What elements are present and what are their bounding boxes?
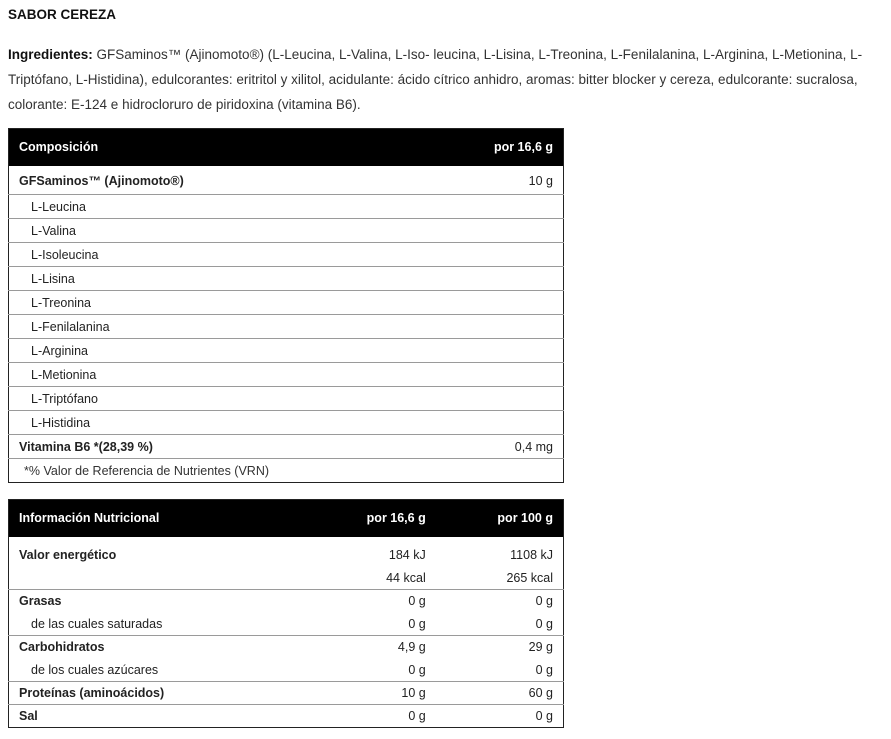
salt-row	[9, 705, 564, 728]
amino-acid-label: L-Histidina	[9, 411, 438, 435]
vrn-note: *% Valor de Referencia de Nutrientes (VRN)	[24, 463, 270, 478]
amino-acid-row	[9, 291, 564, 315]
energy-kcal-100: 265 kcal	[436, 567, 564, 590]
amino-acid-row	[9, 267, 564, 291]
vitamin-b6-row	[9, 435, 564, 459]
saturated-100: 0 g	[436, 613, 564, 636]
fat-100: 0 g	[535, 594, 553, 609]
vitamin-b6-value: 0,4 mg	[438, 435, 564, 459]
nutrition-header-per-serving: por 16,6 g	[366, 511, 426, 526]
saturated-row	[9, 613, 564, 636]
amino-acid-label: L-Fenilalanina	[9, 315, 438, 339]
amino-acid-row	[9, 243, 564, 267]
amino-acid-label: L-Isoleucina	[9, 243, 438, 267]
amino-acid-label: L-Valina	[9, 219, 438, 243]
carbs-row	[9, 636, 564, 659]
nutrition-header-label: Información Nutricional	[19, 511, 160, 526]
energy-label: Valor energético	[19, 547, 117, 562]
ingredients-text: GFSaminos™ (Ajinomoto®) (L-Leucina, L-Valina, L-Iso- leucina, L-Lisina, L-Treonina, L-Fenilalanina, L-Arginina, L-Metionina, L-Triptófano, L-Histidina), edulcorantes: eritritol y xilitol, acidulante: ácido cítrico anhidro, aromas: bitter blocker y cereza, edulcorante: sucralosa, colorante: E-124 e hidrocloruro de piridoxina (vitamina B6).	[8, 47, 863, 112]
protein-label: Proteínas (aminoácidos)	[9, 682, 308, 705]
protein-100: 60 g	[436, 682, 564, 705]
gfsaminos-label: GFSaminos™ (Ajinomoto®)	[9, 166, 438, 195]
energy-row	[9, 537, 564, 567]
amino-acid-row	[9, 339, 564, 363]
salt-label: Sal	[19, 709, 38, 723]
composition-header-per: por 16,6 g	[493, 140, 553, 155]
energy-kj-serving: 184 kJ	[388, 547, 426, 562]
amino-acid-label: L-Treonina	[9, 291, 438, 315]
amino-acid-label: L-Triptófano	[9, 387, 438, 411]
fat-row	[9, 590, 564, 613]
energy-kcal-row	[9, 567, 564, 590]
sugars-label: de los cuales azúcares	[9, 659, 308, 682]
gfsaminos-value: 10 g	[438, 166, 564, 195]
composition-header-row	[9, 129, 564, 166]
nutrition-table	[8, 499, 564, 728]
amino-acid-row	[9, 315, 564, 339]
amino-acid-label: L-Metionina	[9, 363, 438, 387]
amino-acid-label: L-Arginina	[9, 339, 438, 363]
amino-acid-row	[9, 387, 564, 411]
sugars-row	[9, 659, 564, 682]
ingredients-paragraph	[8, 42, 886, 117]
composition-table	[8, 128, 564, 483]
fat-serving: 0 g	[408, 594, 426, 609]
amino-acid-label: L-Lisina	[9, 267, 438, 291]
nutrition-header-row	[9, 500, 564, 537]
carbs-100: 29 g	[528, 640, 553, 655]
vitamin-b6-label: Vitamina B6 *(28,39 %)	[9, 435, 438, 459]
ingredients-label: Ingredientes:	[8, 47, 93, 62]
amino-acid-label: L-Leucina	[9, 195, 438, 219]
amino-acid-row	[9, 411, 564, 435]
carbs-serving: 4,9 g	[397, 640, 426, 655]
salt-100: 0 g	[535, 709, 553, 723]
amino-acid-row	[9, 363, 564, 387]
salt-serving: 0 g	[408, 709, 426, 723]
flavor-heading: SABOR CEREZA	[8, 7, 117, 22]
gfsaminos-row	[9, 166, 564, 195]
amino-acid-row	[9, 219, 564, 243]
carbs-label: Carbohidratos	[19, 640, 105, 655]
fat-label: Grasas	[19, 594, 62, 609]
saturated-label: de las cuales saturadas	[9, 613, 308, 636]
energy-kj-100: 1108 kJ	[510, 547, 553, 562]
protein-row	[9, 682, 564, 705]
sugars-serving: 0 g	[308, 659, 436, 682]
vrn-note-row	[9, 459, 564, 483]
energy-kcal-serving: 44 kcal	[308, 567, 436, 590]
composition-header-label: Composición	[19, 140, 99, 155]
nutrition-header-per-100: por 100 g	[497, 511, 553, 526]
protein-serving: 10 g	[308, 682, 436, 705]
sugars-100: 0 g	[436, 659, 564, 682]
saturated-serving: 0 g	[308, 613, 436, 636]
amino-acid-row	[9, 195, 564, 219]
